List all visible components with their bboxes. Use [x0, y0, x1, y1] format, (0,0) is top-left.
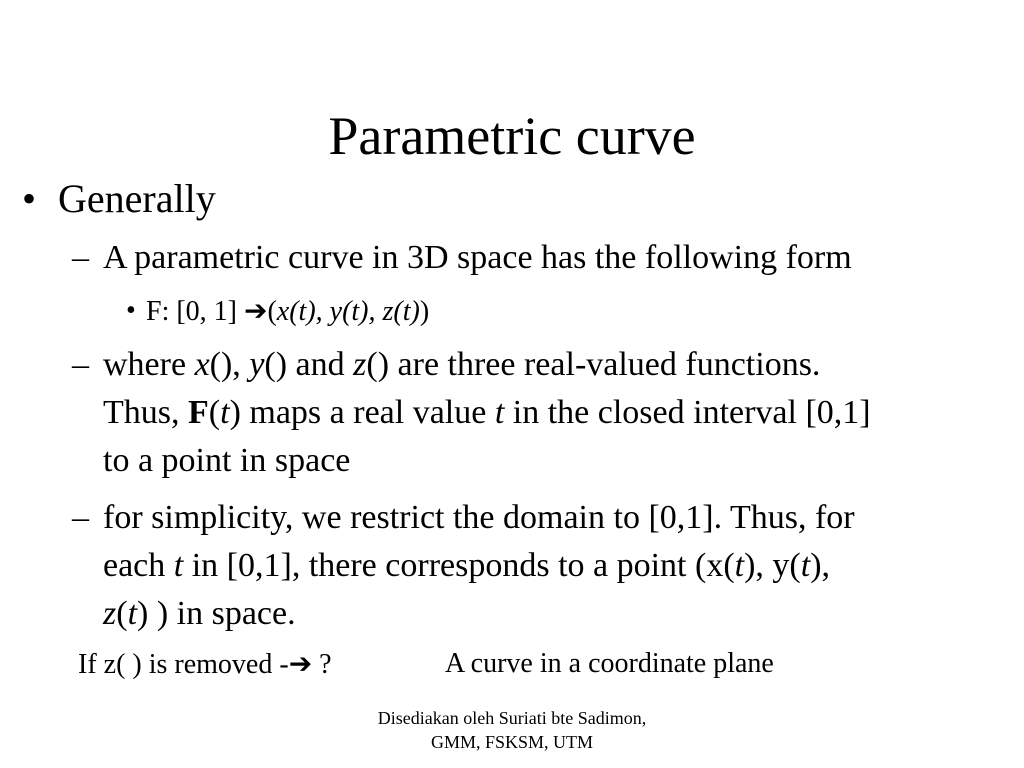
sub-bullet-functions-line2	[103, 389, 871, 437]
sub-bullet-domain-line3	[103, 590, 296, 638]
sub-bullet-form: A parametric curve in 3D space has the following form	[103, 239, 852, 276]
var-t: t	[494, 394, 505, 431]
footer-line2: GMM, FSKSM, UTM	[430, 732, 594, 752]
var-F: F	[188, 394, 209, 431]
var-t: t	[800, 547, 811, 584]
sub-bullet-functions-line3: to a point in space	[103, 442, 351, 479]
text: ) ) in space.	[137, 595, 296, 632]
arrow-icon: ➔	[244, 294, 268, 327]
text: ?	[312, 649, 332, 680]
tuple-expression: x(t), y(t), z(t)	[276, 296, 420, 327]
text: (),	[209, 346, 250, 383]
note-question	[78, 647, 332, 682]
footer-line1: Disediakan oleh Suriati bte Sadimon,	[377, 708, 647, 728]
text: () are three real-valued functions.	[366, 346, 821, 383]
slide-title: Parametric curve	[328, 106, 696, 166]
var-t: t	[173, 547, 184, 584]
text: (	[208, 394, 221, 431]
sub-bullet-domain-line1: for simplicity, we restrict the domain to [0,1]. Thus, for	[103, 499, 855, 536]
text: (	[116, 595, 128, 632]
close-paren: )	[419, 296, 430, 327]
text: Thus,	[103, 394, 188, 431]
text: If z( ) is removed -	[78, 649, 289, 680]
text: ) maps a real value	[229, 394, 495, 431]
text: () and	[264, 346, 354, 383]
function-prefix: F: [0, 1]	[146, 296, 244, 327]
sub-bullet-domain-line2	[103, 542, 830, 590]
var-t: t	[220, 394, 230, 431]
open-paren: (	[267, 296, 277, 327]
var-t: t	[734, 547, 745, 584]
text: ), y(	[744, 547, 801, 584]
function-definition	[146, 294, 429, 329]
bullet-marker: •	[22, 176, 37, 221]
bullet-generally: Generally	[58, 176, 216, 221]
dash-marker: –	[72, 499, 89, 536]
dash-marker: –	[72, 239, 89, 276]
text: each	[103, 547, 174, 584]
dash-marker: –	[72, 346, 89, 383]
text: ),	[810, 547, 831, 584]
text: where	[103, 346, 195, 383]
var-z: z	[103, 595, 117, 632]
small-bullet-marker: •	[126, 295, 136, 326]
note-answer: A curve in a coordinate plane	[445, 648, 774, 679]
var-z: z	[353, 346, 367, 383]
var-t: t	[127, 595, 138, 632]
text: in the closed interval [0,1]	[504, 394, 871, 431]
text: in [0,1], there corresponds to a point (x(	[183, 547, 735, 584]
sub-bullet-functions-line1	[103, 341, 820, 389]
footer	[312, 706, 712, 754]
var-x: x	[194, 346, 210, 383]
arrow-icon: ➔	[288, 647, 313, 680]
var-y: y	[249, 346, 265, 383]
